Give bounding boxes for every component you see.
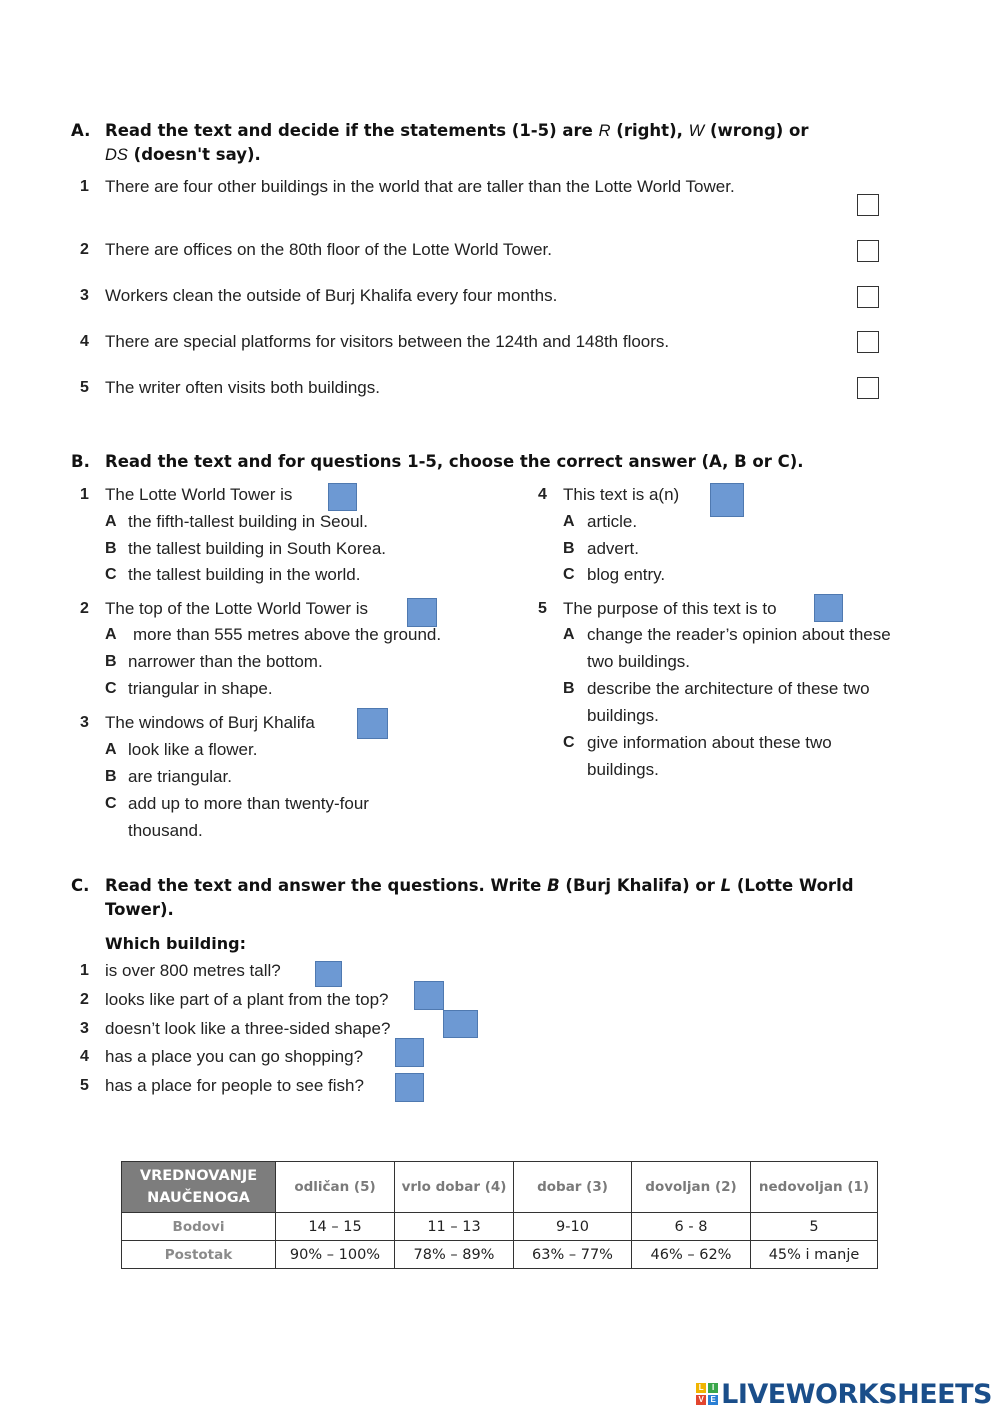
statement-number: 3 (80, 287, 89, 304)
item-text: is over 800 metres tall? (105, 961, 281, 980)
option-text: look like a flower. (128, 740, 258, 759)
section-c-heading-text (105, 874, 925, 922)
statement-number: 4 (80, 333, 89, 350)
answer-box-b1[interactable] (328, 483, 357, 511)
item-number: 1 (80, 962, 89, 979)
question-stem: The purpose of this text is to (563, 599, 777, 618)
grade-header: vrlo dobar (4) (395, 1162, 514, 1213)
statement-text: There are special platforms for visitors between the 124th and 148th floors. (105, 332, 670, 351)
option-letter: A (563, 626, 575, 643)
option-letter: C (105, 680, 117, 697)
grading-cell: 9-10 (514, 1213, 632, 1241)
question-stem: The windows of Burj Khalifa (105, 713, 315, 732)
section-a-r: R (598, 122, 611, 140)
option-letter: C (105, 566, 117, 583)
section-a-heading-text (105, 119, 905, 167)
section-b-heading-text: Read the text and for questions 1-5, choose the correct answer (A, B or C). (105, 452, 804, 471)
logo-grid-icon (696, 1383, 718, 1405)
answer-checkbox-5[interactable] (857, 377, 879, 399)
option-text: describe the architecture of these two (587, 679, 870, 698)
option-text: article. (587, 512, 638, 531)
statement-number: 1 (80, 178, 89, 195)
answer-checkbox-2[interactable] (857, 240, 879, 262)
item-number: 5 (80, 1077, 89, 1094)
answer-box-b2[interactable] (407, 598, 437, 627)
logo-grid-cell: V (696, 1395, 706, 1405)
grading-cell: 63% – 77% (514, 1241, 632, 1269)
question-stem: The Lotte World Tower is (105, 485, 293, 504)
option-letter: A (105, 513, 117, 530)
row-label: Postotak (122, 1241, 276, 1269)
section-c-b: B (547, 876, 560, 895)
question-number: 4 (538, 486, 547, 503)
option-text-continued: two buildings. (587, 652, 691, 671)
option-text: narrower than the bottom. (128, 652, 323, 671)
item-text: looks like part of a plant from the top? (105, 990, 389, 1009)
grading-cell: 90% – 100% (276, 1241, 395, 1269)
option-text-continued: buildings. (587, 706, 659, 725)
grade-header: odličan (5) (276, 1162, 395, 1213)
section-c-subheading: Which building: (105, 934, 246, 953)
statement-text: The writer often visits both buildings. (105, 378, 380, 397)
section-a-heading (71, 119, 911, 169)
grading-cell: 45% i manje (751, 1241, 878, 1269)
option-letter: B (105, 653, 117, 670)
section-c-heading-line2: Tower). (105, 900, 174, 919)
option-text: add up to more than twenty-four (128, 794, 369, 813)
option-text: the tallest building in South Korea. (128, 539, 387, 558)
grading-cell: 11 – 13 (395, 1213, 514, 1241)
option-letter: C (563, 734, 575, 751)
grading-row-bodovi (122, 1213, 878, 1241)
answer-checkbox-1[interactable] (857, 194, 879, 216)
option-text: are triangular. (128, 767, 232, 786)
statement-number: 5 (80, 379, 89, 396)
section-a-r-desc: (right), (610, 121, 689, 140)
item-number: 2 (80, 991, 89, 1008)
option-text: the fifth-tallest building in Seoul. (128, 512, 369, 531)
option-letter: C (105, 795, 117, 812)
logo-text: LIVEWORKSHEETS (721, 1378, 992, 1410)
option-text: give information about these two (587, 733, 832, 752)
item-text: has a place you can go shopping? (105, 1047, 364, 1066)
answer-box-c1[interactable] (315, 961, 342, 987)
grading-header-row (122, 1162, 878, 1213)
grading-title-cell (122, 1162, 276, 1213)
option-letter: A (563, 513, 575, 530)
option-text: change the reader’s opinion about these (587, 625, 891, 644)
logo-grid-cell: I (708, 1383, 718, 1393)
statement-text: Workers clean the outside of Burj Khalifa every four months. (105, 286, 558, 305)
section-b-letter: B. (71, 452, 90, 471)
option-text: the tallest building in the world. (128, 565, 361, 584)
option-letter: B (105, 540, 117, 557)
option-letter: C (563, 566, 575, 583)
section-c-l-desc: (Lotte World (731, 876, 854, 895)
question-number: 5 (538, 600, 547, 617)
grading-cell: 14 – 15 (276, 1213, 395, 1241)
option-letter: A (105, 741, 117, 758)
section-c-l: L (720, 876, 732, 895)
answer-box-c4[interactable] (395, 1038, 424, 1067)
section-a-heading-part1: Read the text and decide if the statements (1-5) are (105, 121, 599, 140)
answer-box-b4[interactable] (710, 483, 744, 517)
question-number: 1 (80, 486, 89, 503)
option-text-continued: buildings. (587, 760, 659, 779)
grading-cell: 6 - 8 (632, 1213, 751, 1241)
statement-text: There are offices on the 80th floor of the Lotte World Tower. (105, 240, 552, 259)
option-letter: A (105, 626, 117, 643)
option-text-continued: thousand. (128, 821, 203, 840)
answer-box-c2[interactable] (414, 981, 444, 1010)
option-letter: B (105, 768, 117, 785)
section-c-b-desc: (Burj Khalifa) or (559, 876, 721, 895)
grading-cell: 46% – 62% (632, 1241, 751, 1269)
option-letter: B (563, 540, 575, 557)
answer-checkbox-3[interactable] (857, 286, 879, 308)
grade-header: dobar (3) (514, 1162, 632, 1213)
section-a-ds-desc: (doesn't say). (127, 145, 261, 164)
grade-header: nedovoljan (1) (751, 1162, 878, 1213)
question-stem: This text is a(n) (563, 485, 680, 504)
section-a-w-desc: (wrong) or (704, 121, 809, 140)
logo-grid-cell: L (696, 1383, 706, 1393)
section-c-heading-part1: Read the text and answer the questions. Write (105, 876, 548, 895)
grading-title-line1: VREDNOVANJE (139, 1168, 258, 1184)
answer-box-b5[interactable] (814, 594, 843, 622)
statement-number: 2 (80, 241, 89, 258)
section-b-heading (71, 450, 931, 476)
grading-cell: 5 (751, 1213, 878, 1241)
answer-box-c3[interactable] (443, 1010, 478, 1038)
grade-header: dovoljan (2) (632, 1162, 751, 1213)
option-text: triangular in shape. (128, 679, 273, 698)
option-text: more than 555 metres above the ground. (133, 625, 442, 644)
question-stem: The top of the Lotte World Tower is (105, 599, 369, 618)
row-label: Bodovi (122, 1213, 276, 1241)
grading-title-line2: NAUČENOGA (147, 1190, 250, 1206)
statement-text: There are four other buildings in the world that are taller than the Lotte World Tower. (105, 177, 735, 196)
item-text: has a place for people to see fish? (105, 1076, 364, 1095)
option-letter: B (563, 680, 575, 697)
answer-checkbox-4[interactable] (857, 331, 879, 353)
grading-row-postotak (122, 1241, 878, 1269)
section-c-letter: C. (71, 876, 90, 895)
answer-box-b3[interactable] (357, 708, 388, 739)
item-text: doesn’t look like a three-sided shape? (105, 1019, 391, 1038)
section-a-ds: DS (105, 146, 128, 164)
liveworksheets-logo[interactable] (696, 1376, 992, 1412)
section-c-heading (71, 874, 931, 924)
grading-table (121, 1161, 878, 1269)
section-a-letter: A. (71, 121, 91, 140)
question-number: 3 (80, 714, 89, 731)
item-number: 3 (80, 1020, 89, 1037)
item-number: 4 (80, 1048, 89, 1065)
grading-cell: 78% – 89% (395, 1241, 514, 1269)
question-number: 2 (80, 600, 89, 617)
logo-grid-cell: E (708, 1395, 718, 1405)
option-text: blog entry. (587, 565, 666, 584)
option-text: advert. (587, 539, 639, 558)
section-a-w: W (688, 122, 705, 140)
answer-box-c5[interactable] (395, 1073, 424, 1102)
